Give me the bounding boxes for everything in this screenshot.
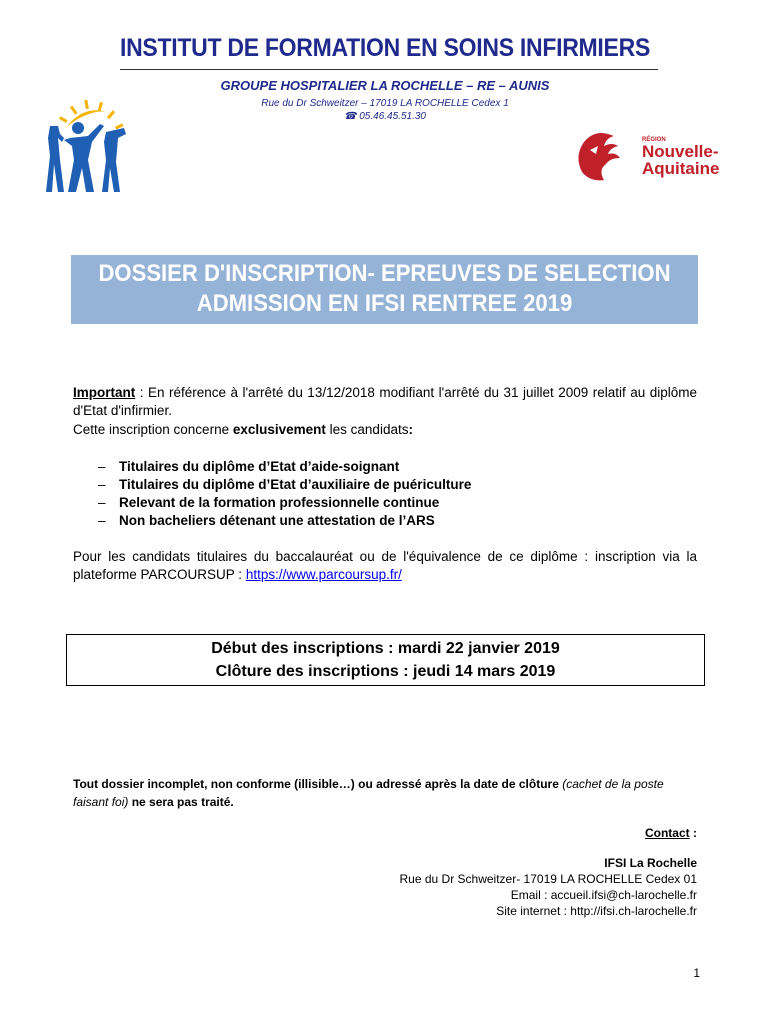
criteria-text: Relevant de la formation professionnelle continue (119, 495, 440, 510)
contact-block (330, 825, 697, 919)
title-underline (120, 69, 658, 70)
institute-phone: ☎ 05.46.45.51.30 (344, 111, 426, 122)
institute-address: Rue du Dr Schweitzer – 17019 LA ROCHELLE Cedex 1 (261, 98, 509, 109)
contact-website[interactable]: Site internet : http://ifsi.ch-larochelle.fr (496, 904, 697, 918)
warning-bold-part1: Tout dossier incomplet, non conforme (illisible…) ou adressé après la date de clôture (73, 777, 559, 791)
concern-emphasis: exclusivement (232, 422, 326, 437)
important-notice (73, 384, 697, 420)
contact-label-colon: : (689, 826, 697, 840)
list-item (98, 458, 698, 476)
criteria-text: Titulaires du diplôme d’Etat d’auxiliaire de puériculture (119, 477, 472, 492)
region-name-line2: Aquitaine (642, 159, 720, 178)
concern-line (73, 421, 697, 439)
dossier-title-line2: ADMISSION EN IFSI RENTREE 2019 (196, 290, 573, 317)
region-small-label: RÉGION (642, 137, 666, 143)
region-name-line1: Nouvelle- (642, 142, 719, 161)
registration-start-date: Début des inscriptions : mardi 22 janvier 2019 (211, 640, 560, 657)
ifsi-logo (44, 98, 130, 196)
nouvelle-aquitaine-logo (568, 120, 730, 188)
list-item (98, 512, 698, 530)
important-label: Important (73, 385, 136, 400)
contact-address: Rue du Dr Schweitzer- 17019 LA ROCHELLE Cedex 01 (399, 872, 697, 886)
contact-heading (330, 825, 697, 841)
warning-bold-part2: ne sera pas traité. (128, 795, 234, 809)
dash-bullet: – (98, 513, 106, 528)
criteria-text: Non bacheliers détenant une attestation de l’ARS (119, 513, 435, 528)
institute-title: INSTITUT DE FORMATION EN SOINS INFIRMIERS (119, 34, 651, 62)
contact-label: Contact (644, 826, 690, 840)
page-number: 1 (693, 966, 700, 980)
list-item (98, 494, 698, 512)
contact-email[interactable]: Email : accueil.ifsi@ch-larochelle.fr (510, 888, 697, 902)
warning-italic: (cachet de la poste faisant foi) (73, 777, 664, 809)
parcoursup-link[interactable]: https://www.parcoursup.fr/ (245, 567, 402, 582)
concern-suffix: les candidats (325, 422, 409, 437)
dash-bullet: – (98, 477, 106, 492)
candidate-criteria-list (98, 458, 698, 530)
hospital-group-name: GROUPE HOSPITALIER LA ROCHELLE – RE – AUNIS (220, 78, 550, 93)
concern-prefix: Cette inscription concerne (73, 422, 233, 437)
list-item (98, 476, 698, 494)
contact-organization: IFSI La Rochelle (604, 856, 697, 870)
registration-end-date: Clôture des inscriptions : jeudi 14 mars 2019 (215, 663, 556, 680)
dossier-title-banner (71, 255, 698, 324)
baccalaureate-note (73, 548, 697, 584)
bac-text: Pour les candidats titulaires du baccalauréat ou de l'équivalence de ce diplôme : inscription via la plateforme PARCOURSUP : (73, 549, 697, 582)
registration-dates-box (66, 634, 705, 686)
important-text: : En référence à l'arrêté du 13/12/2018 modifiant l'arrêté du 31 juillet 2009 relatif au diplôme d'Etat d'infirmier. (73, 385, 697, 418)
dash-bullet: – (98, 495, 106, 510)
dossier-title-line1: DOSSIER D'INSCRIPTION- EPREUVES DE SELECTION (98, 260, 671, 287)
incomplete-file-warning (73, 775, 697, 811)
concern-colon: : (408, 422, 413, 437)
criteria-text: Titulaires du diplôme d’Etat d’aide-soignant (119, 459, 400, 474)
dash-bullet: – (98, 459, 106, 474)
